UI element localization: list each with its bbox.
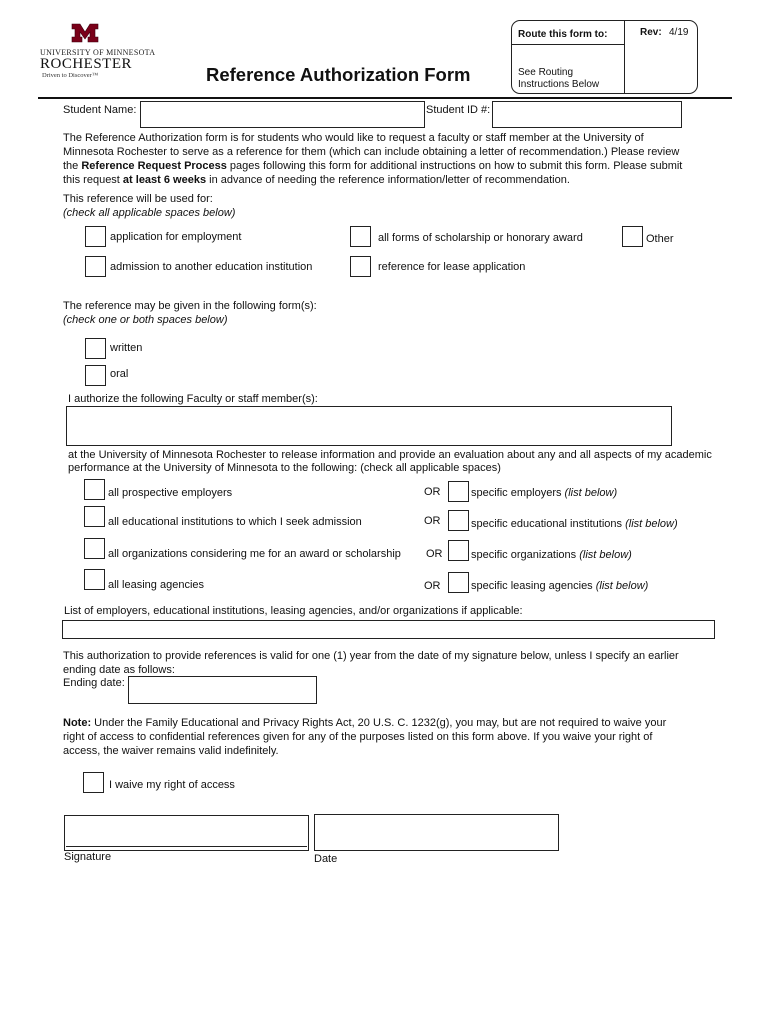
or-label: OR xyxy=(426,548,443,560)
label-waive-access: I waive my right of access xyxy=(109,779,235,791)
label-lease-application: reference for lease application xyxy=(378,261,526,273)
checkbox-specific-institutions[interactable] xyxy=(448,510,469,531)
note-line-3: access, the waiver remains valid indefinitely. xyxy=(63,745,279,757)
label-specific-employers: specific employers (list below) xyxy=(471,487,618,499)
faculty-staff-field[interactable] xyxy=(66,406,672,446)
signature-label: Signature xyxy=(64,851,112,863)
routing-line2: Instructions Below xyxy=(518,79,600,90)
intro-line-2: Minnesota Rochester to serve as a reference for them (which can include obtaining a letter of recommendation.) Please review xyxy=(63,146,680,158)
release-line-1: at the University of Minnesota Rochester to release information and provide an evaluation about any and all aspects of my academic xyxy=(68,449,712,461)
rev-label: Rev: xyxy=(640,27,662,38)
label-all-organizations: all organizations considering me for an award or scholarship xyxy=(108,548,401,560)
list-label: List of employers, educational institutions, leasing agencies, and/or organizations if applicable: xyxy=(64,605,523,617)
intro-paragraph xyxy=(63,131,723,187)
recipients-list-field[interactable] xyxy=(62,620,715,639)
or-label: OR xyxy=(424,580,441,592)
label-scholarship-award: all forms of scholarship or honorary award xyxy=(378,232,583,244)
date-label: Date xyxy=(314,853,338,865)
ending-date-label: Ending date: xyxy=(63,677,125,689)
ferpa-note xyxy=(63,716,733,758)
forms-heading: The reference may be given in the following form(s): xyxy=(63,300,317,312)
date-field[interactable] xyxy=(314,814,559,851)
validity-paragraph xyxy=(63,649,723,677)
checkbox-waive-access[interactable] xyxy=(83,772,104,793)
label-all-institutions: all educational institutions to which I seek admission xyxy=(108,516,362,528)
intro-line-3: the Reference Request Process pages following this form for additional instructions on how to submit this form. Please submit xyxy=(63,160,683,172)
intro-line-4: this request at least 6 weeks in advance of needing the reference information/letter of recommendation. xyxy=(63,174,570,186)
header-rule xyxy=(38,97,732,99)
label-all-leasing: all leasing agencies xyxy=(108,579,205,591)
label-education-admission: admission to another education institution xyxy=(110,261,313,273)
logo-campus-text: ROCHESTER xyxy=(40,56,133,72)
or-label: OR xyxy=(424,486,441,498)
checkbox-other[interactable] xyxy=(622,226,643,247)
forms-subheading: (check one or both spaces below) xyxy=(63,314,228,326)
label-specific-institutions: specific educational institutions (list below) xyxy=(471,518,678,530)
rev-value: 4/19 xyxy=(669,27,689,38)
routing-divider xyxy=(624,21,625,94)
routing-box xyxy=(511,20,698,94)
checkbox-specific-leasing[interactable] xyxy=(448,572,469,593)
or-label: OR xyxy=(424,515,441,527)
note-line-2: right of access to confidential references given for any of the purposes listed on this form above. If you waive your right of xyxy=(63,731,653,743)
usage-subheading: (check all applicable spaces below) xyxy=(63,207,236,219)
intro-line-1: The Reference Authorization form is for students who would like to request a faculty or staff member at the University of xyxy=(63,132,644,144)
ending-date-field[interactable] xyxy=(128,676,317,704)
university-logo xyxy=(38,22,156,82)
student-id-label: Student ID #: xyxy=(426,104,491,116)
label-written: written xyxy=(110,342,143,354)
validity-line-1: This authorization to provide references is valid for one (1) year from the date of my signature below, unless I specify an earlier xyxy=(63,650,679,662)
authorize-label: I authorize the following Faculty or staff member(s): xyxy=(68,393,318,405)
logo-tagline: Driven to Discover™ xyxy=(42,72,99,79)
checkbox-lease-application[interactable] xyxy=(350,256,371,277)
label-specific-organizations: specific organizations (list below) xyxy=(471,549,632,561)
checkbox-oral[interactable] xyxy=(85,365,106,386)
checkbox-all-leasing[interactable] xyxy=(84,569,105,590)
block-m-icon xyxy=(71,22,99,44)
label-all-employers: all prospective employers xyxy=(108,487,233,499)
checkbox-employment-application[interactable] xyxy=(85,226,106,247)
checkbox-specific-employers[interactable] xyxy=(448,481,469,502)
checkbox-written[interactable] xyxy=(85,338,106,359)
note-line-1: Note: Under the Family Educational and Privacy Rights Act, 20 U.S. C. 1232(g), you may, but are not required to waive your xyxy=(63,717,667,729)
student-name-field[interactable] xyxy=(140,101,425,128)
checkbox-all-organizations[interactable] xyxy=(84,538,105,559)
student-id-field[interactable] xyxy=(492,101,682,128)
label-oral: oral xyxy=(110,368,129,380)
validity-line-2: ending date as follows: xyxy=(63,664,175,676)
signature-line xyxy=(66,846,307,847)
label-employment-application: application for employment xyxy=(110,231,242,243)
routing-row-divider xyxy=(512,44,624,45)
logo-university-text: UNIVERSITY OF MINNESOTA xyxy=(40,48,156,57)
checkbox-all-employers[interactable] xyxy=(84,479,105,500)
routing-line1: See Routing xyxy=(518,67,574,78)
usage-heading: This reference will be used for: xyxy=(63,193,213,205)
checkbox-all-institutions[interactable] xyxy=(84,506,105,527)
student-name-label: Student Name: xyxy=(63,104,137,116)
release-line-2: performance at the University of Minnesota to the following: (check all applicable spaces) xyxy=(68,462,501,474)
page-title: Reference Authorization Form xyxy=(206,64,471,85)
checkbox-education-admission[interactable] xyxy=(85,256,106,277)
label-other: Other xyxy=(646,233,674,245)
checkbox-specific-organizations[interactable] xyxy=(448,540,469,561)
label-specific-leasing: specific leasing agencies (list below) xyxy=(471,580,649,592)
route-label: Route this form to: xyxy=(518,29,608,40)
checkbox-scholarship-award[interactable] xyxy=(350,226,371,247)
